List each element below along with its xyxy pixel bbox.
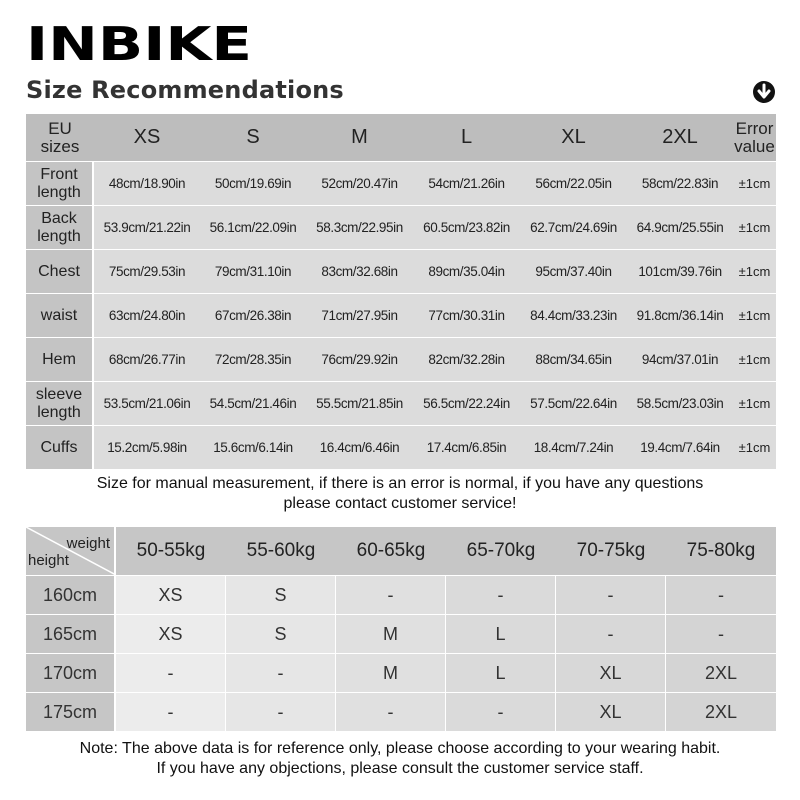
error-value: ±1cm [733, 337, 776, 381]
weight-height-table [26, 527, 776, 731]
size-header-xs: XS [94, 114, 200, 161]
measurement-label [26, 249, 94, 293]
measurement-value: 88cm/34.65in [520, 337, 627, 381]
measurement-value: 68cm/26.77in [94, 337, 200, 381]
error-value-header [733, 114, 776, 161]
measurement-value: 77cm/30.31in [413, 293, 520, 337]
measurement-note [0, 474, 800, 514]
height-row [26, 575, 776, 614]
measurement-value: 63cm/24.80in [94, 293, 200, 337]
measurement-value: 72cm/28.35in [200, 337, 306, 381]
height-label: 175cm [26, 692, 116, 731]
measurement-value: 84.4cm/33.23in [520, 293, 627, 337]
weight-header-5: 70-75kg [556, 527, 666, 575]
reference-note [0, 739, 800, 779]
download-icon[interactable] [752, 80, 776, 104]
measurement-label-line1: Cuffs [40, 438, 78, 456]
weight-header-1: 50-55kg [116, 527, 226, 575]
measurement-value: 89cm/35.04in [413, 249, 520, 293]
measurement-value: 15.6cm/6.14in [200, 425, 306, 469]
measurement-label-line2: length [37, 183, 81, 201]
eu-sizes-header [26, 114, 94, 161]
measurement-label-line2: length [37, 227, 81, 245]
size-header-xl: XL [520, 114, 627, 161]
reference-note-line1: Note: The above data is for reference only, please choose according to your wearing habit. [79, 740, 721, 757]
measurement-label [26, 293, 94, 337]
measurement-label [26, 425, 94, 469]
measurement-note-line1: Size for manual measurement, if there is an error is normal, if you have any questions [96, 475, 704, 492]
measurement-label-line1: Back [41, 209, 77, 227]
recommended-size: - [556, 614, 666, 653]
measurement-value: 54cm/21.26in [413, 161, 520, 205]
measurement-label [26, 381, 94, 425]
measurement-value: 64.9cm/25.55in [627, 205, 733, 249]
measurement-value: 16.4cm/6.46in [306, 425, 413, 469]
measurement-value: 62.7cm/24.69in [520, 205, 627, 249]
eu-sizes-label-line2: sizes [40, 136, 80, 156]
recommended-size: 2XL [666, 692, 776, 731]
error-value: ±1cm [733, 249, 776, 293]
eu-sizes-label-line1: EU [48, 118, 72, 138]
measurement-note-line2: please contact customer service! [283, 495, 517, 512]
weight-header-3: 60-65kg [336, 527, 446, 575]
recommended-size: - [226, 653, 336, 692]
corner-height-label: height [28, 552, 69, 569]
size-header-l: L [413, 114, 520, 161]
measurement-value: 58cm/22.83in [627, 161, 733, 205]
measurement-label-line1: sleeve [35, 385, 83, 403]
height-label: 165cm [26, 614, 116, 653]
error-label-line2: value [734, 136, 775, 156]
recommended-size: XL [556, 692, 666, 731]
weight-header-4: 65-70kg [446, 527, 556, 575]
measurement-label-line1: Chest [38, 262, 80, 280]
height-row [26, 692, 776, 731]
recommended-size: - [446, 692, 556, 731]
measurement-value: 15.2cm/5.98in [94, 425, 200, 469]
measurement-value: 57.5cm/22.64in [520, 381, 627, 425]
size-header-row [26, 114, 776, 161]
measurement-value: 54.5cm/21.46in [200, 381, 306, 425]
measurement-value: 48cm/18.90in [94, 161, 200, 205]
error-value: ±1cm [733, 425, 776, 469]
recommended-size: - [666, 575, 776, 614]
recommended-size: XL [556, 653, 666, 692]
measurement-value: 19.4cm/7.64in [627, 425, 733, 469]
height-row [26, 653, 776, 692]
measurement-value: 52cm/20.47in [306, 161, 413, 205]
measurement-label-line2: length [37, 403, 81, 421]
size-header-2xl: 2XL [627, 114, 733, 161]
height-row [26, 614, 776, 653]
height-label: 170cm [26, 653, 116, 692]
measurement-value: 56.1cm/22.09in [200, 205, 306, 249]
measurement-value: 17.4cm/6.85in [413, 425, 520, 469]
measurement-label-line1: Front [40, 165, 78, 183]
recommended-size: S [226, 575, 336, 614]
measurement-value: 94cm/37.01in [627, 337, 733, 381]
measurement-value: 55.5cm/21.85in [306, 381, 413, 425]
size-table-row [26, 293, 776, 337]
measurement-value: 56cm/22.05in [520, 161, 627, 205]
recommended-size: - [666, 614, 776, 653]
measurement-label [26, 205, 94, 249]
recommended-size: - [336, 575, 446, 614]
measurement-value: 83cm/32.68in [306, 249, 413, 293]
error-value: ±1cm [733, 293, 776, 337]
error-label-line1: Error [735, 118, 774, 138]
measurement-value: 58.3cm/22.95in [306, 205, 413, 249]
measurement-value: 95cm/37.40in [520, 249, 627, 293]
recommended-size: M [336, 614, 446, 653]
recommended-size: - [556, 575, 666, 614]
reference-note-line2: If you have any objections, please consult the customer service staff. [156, 760, 644, 777]
measurement-value: 50cm/19.69in [200, 161, 306, 205]
measurement-value: 75cm/29.53in [94, 249, 200, 293]
measurement-value: 18.4cm/7.24in [520, 425, 627, 469]
corner-weight-label: weight [66, 535, 110, 552]
recommended-size: XS [116, 614, 226, 653]
size-table-row [26, 337, 776, 381]
measurement-value: 71cm/27.95in [306, 293, 413, 337]
recommended-size: - [446, 575, 556, 614]
recommended-size: L [446, 614, 556, 653]
brand-logotype [26, 22, 254, 64]
size-table-row [26, 425, 776, 469]
size-table-row [26, 249, 776, 293]
size-table-row [26, 381, 776, 425]
measurement-value: 53.9cm/21.22in [94, 205, 200, 249]
measurement-label-line1: Hem [42, 350, 76, 368]
error-value: ±1cm [733, 205, 776, 249]
measurement-value: 60.5cm/23.82in [413, 205, 520, 249]
weight-height-corner [26, 527, 116, 575]
measurement-value: 91.8cm/36.14in [627, 293, 733, 337]
measurement-label-line1: waist [40, 306, 78, 324]
weight-header-2: 55-60kg [226, 527, 336, 575]
recommended-size: L [446, 653, 556, 692]
measurement-label [26, 337, 94, 381]
recommended-size: S [226, 614, 336, 653]
measurement-label [26, 161, 94, 205]
recommended-size: XS [116, 575, 226, 614]
recommended-size: M [336, 653, 446, 692]
size-table-row [26, 161, 776, 205]
weight-header-6: 75-80kg [666, 527, 776, 575]
measurement-value: 56.5cm/22.24in [413, 381, 520, 425]
page-title: Size Recommendations [26, 76, 344, 104]
error-value: ±1cm [733, 381, 776, 425]
measurement-value: 76cm/29.92in [306, 337, 413, 381]
measurement-value: 79cm/31.10in [200, 249, 306, 293]
error-value: ±1cm [733, 161, 776, 205]
brand-logo [26, 22, 254, 72]
size-header-m: M [306, 114, 413, 161]
height-label: 160cm [26, 575, 116, 614]
size-table-row [26, 205, 776, 249]
recommended-size: 2XL [666, 653, 776, 692]
size-header-s: S [200, 114, 306, 161]
recommended-size: - [226, 692, 336, 731]
brand-text: INBIKE [26, 22, 252, 64]
measurement-value: 82cm/32.28in [413, 337, 520, 381]
weight-header-row [26, 527, 776, 575]
measurement-value: 101cm/39.76in [627, 249, 733, 293]
measurement-value: 58.5cm/23.03in [627, 381, 733, 425]
recommended-size: - [116, 692, 226, 731]
measurement-value: 67cm/26.38in [200, 293, 306, 337]
measurement-value: 53.5cm/21.06in [94, 381, 200, 425]
size-chart-table [26, 114, 776, 469]
recommended-size: - [116, 653, 226, 692]
recommended-size: - [336, 692, 446, 731]
